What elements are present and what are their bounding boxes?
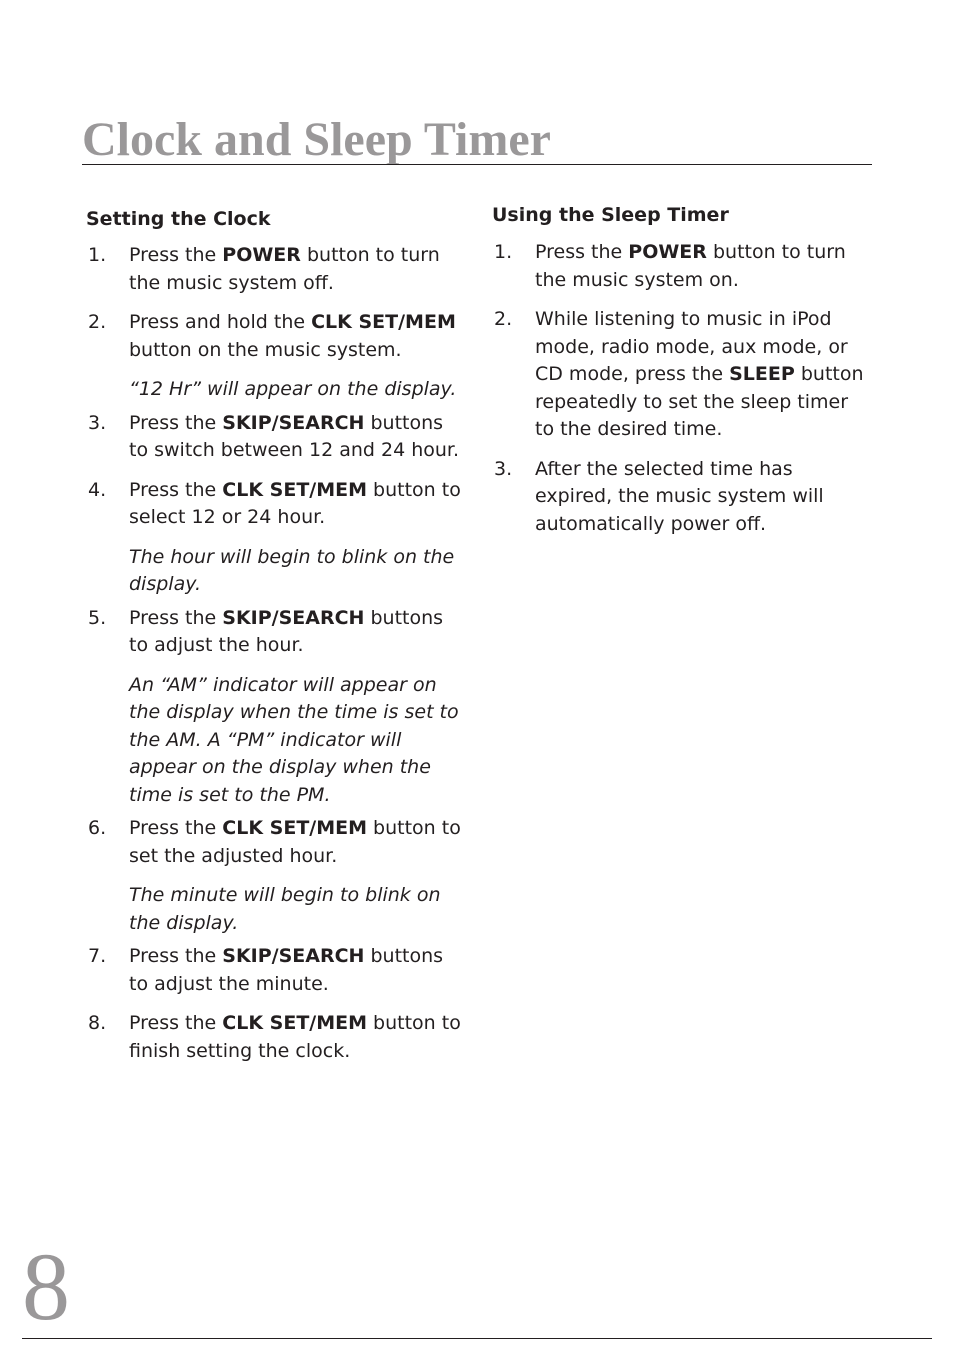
sleep-step-2 [492,306,872,444]
clock-step-2 [86,309,466,404]
step-number: 1. [494,241,513,263]
step-instruction: Press and hold the CLK SET/MEM button on the music system. [129,311,456,361]
step-number: 2. [88,311,107,333]
clock-step-6 [86,815,466,937]
sleep-step-1 [492,239,872,294]
button-name: CLK SET/MEM [222,817,368,839]
step-number: 7. [88,945,107,967]
step-number: 2. [494,308,513,330]
page-number: 8 [22,1233,70,1340]
step-instruction: After the selected time has expired, the music system will automatically power off. [535,457,824,535]
title-divider [82,164,872,165]
step-instruction: Press the CLK SET/MEM button to set the adjusted hour. [129,817,461,867]
button-name: SKIP/SEARCH [222,606,365,629]
clock-step-5 [86,605,466,810]
section-heading-setting-clock: Setting the Clock [86,208,271,230]
step-note: The hour will begin to blink on the display. [129,545,455,595]
setting-clock-steps [86,242,466,1065]
clock-step-8 [86,1010,466,1065]
step-number: 6. [88,817,107,839]
step-number: 5. [88,606,107,629]
footer-divider [22,1338,932,1339]
button-name: CLK SET/MEM [222,478,368,501]
step-note: An “AM” indicator will appear on the display when the time is set to the AM. A “PM” indicator will appear on the display when the time is set to the PM. [129,673,459,806]
step-instruction: Press the CLK SET/MEM button to finish setting the clock. [129,1012,461,1062]
step-instruction: While listening to music in iPod mode, radio mode, aux mode, or CD mode, press the SLEEP button repeatedly to set the sleep timer to the desired time. [535,308,864,440]
button-name: SLEEP [729,363,795,385]
button-name: SKIP/SEARCH [222,411,365,434]
section-heading-sleep-timer: Using the Sleep Timer [492,204,729,226]
step-number: 1. [88,244,107,266]
setting-clock-section [86,205,466,1065]
clock-step-3 [86,410,466,465]
sleep-step-3 [492,456,872,539]
step-instruction: Press the POWER button to turn the music system off. [129,244,440,294]
step-note: The minute will begin to blink on the display. [129,884,441,934]
button-name: CLK SET/MEM [222,1012,368,1034]
sleep-timer-steps [492,239,872,538]
step-instruction: Press the SKIP/SEARCH buttons to adjust the hour. [129,606,444,656]
step-note: “12 Hr” will appear on the display. [129,378,457,400]
button-name: SKIP/SEARCH [222,945,365,967]
step-number: 3. [494,457,513,480]
step-number: 4. [88,478,107,501]
step-instruction: Press the SKIP/SEARCH buttons to switch between 12 and 24 hour. [129,411,460,461]
clock-step-1 [86,242,466,297]
button-name: CLK SET/MEM [311,311,456,333]
step-instruction: Press the CLK SET/MEM button to select 12 or 24 hour. [129,478,461,528]
button-name: POWER [222,244,301,266]
clock-step-4 [86,477,466,599]
step-number: 8. [88,1012,107,1034]
step-instruction: Press the SKIP/SEARCH buttons to adjust the minute. [129,945,444,995]
page-title: Clock and Sleep Timer [82,113,551,166]
clock-step-7 [86,943,466,998]
step-number: 3. [88,411,107,434]
step-instruction: Press the POWER button to turn the music system on. [535,241,846,291]
sleep-timer-section [492,201,872,538]
button-name: POWER [628,241,707,263]
